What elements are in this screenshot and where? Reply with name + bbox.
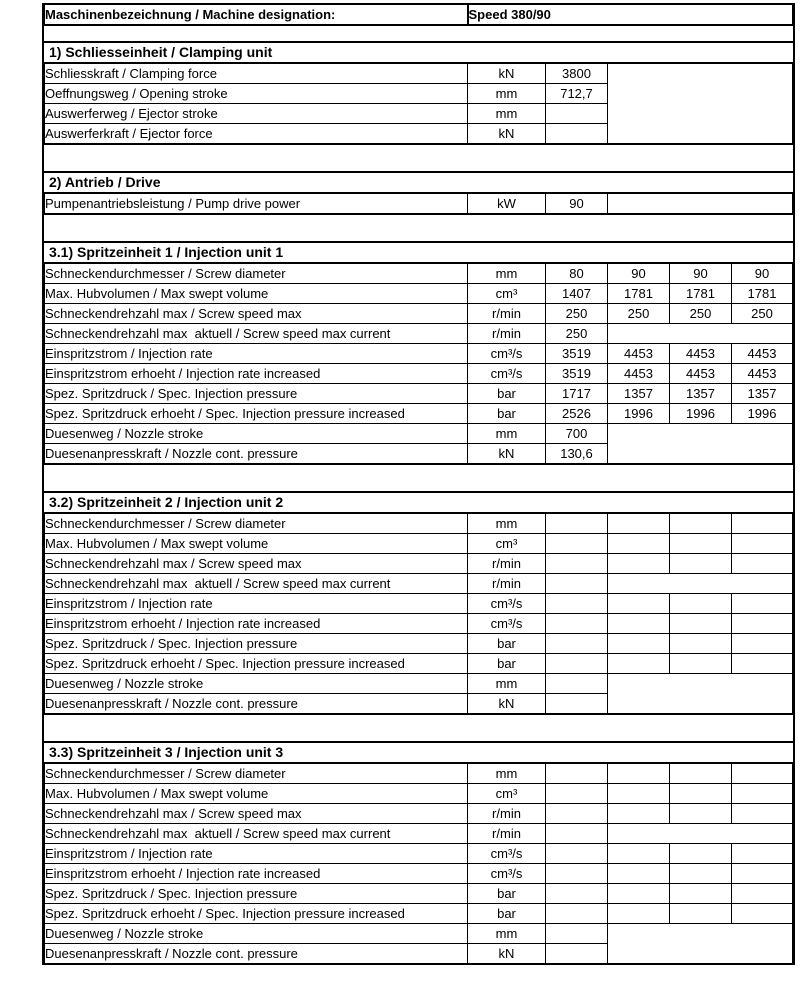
spec-label: Einspritzstrom erhoeht / Injection rate increased [45,614,468,634]
spec-value [670,844,732,864]
spec-value [732,614,793,634]
spec-unit: r/min [468,804,546,824]
spec-value [546,944,608,965]
spec-unit: mm [468,424,546,444]
spec-value: 250 [546,324,608,344]
spec-value: 250 [670,304,732,324]
spec-row [45,924,793,944]
spec-unit: cm³/s [468,344,546,364]
spec-value [670,784,732,804]
spec-value [732,904,793,924]
spec-unit: cm³/s [468,364,546,384]
spec-label: Einspritzstrom erhoeht / Injection rate increased [45,864,468,884]
spec-row [45,574,793,594]
section-spacer [44,715,793,741]
spec-value [546,924,608,944]
spec-unit: kN [468,944,546,965]
spec-row [45,64,793,84]
spec-value: 90 [608,264,670,284]
spec-value [608,514,670,534]
spec-value [732,594,793,614]
spec-label: Einspritzstrom / Injection rate [45,844,468,864]
spec-label: Schneckendrehzahl max aktuell / Screw speed max current [45,574,468,594]
section-spacer [44,215,793,241]
spec-value [546,554,608,574]
spec-value [732,654,793,674]
spec-row [45,514,793,534]
spec-unit: cm³/s [468,614,546,634]
spec-value [732,634,793,654]
spec-unit: mm [468,924,546,944]
spec-row [45,844,793,864]
spec-value: 700 [546,424,608,444]
spec-unit: bar [468,904,546,924]
spec-table [44,194,793,215]
spec-value [732,804,793,824]
spec-value [732,864,793,884]
spec-row [45,344,793,364]
spec-unit: cm³ [468,784,546,804]
spec-value: 1781 [670,284,732,304]
spec-row [45,654,793,674]
spec-value: 4453 [732,364,793,384]
spec-value [732,514,793,534]
spec-unit: cm³/s [468,594,546,614]
spec-value: 1407 [546,284,608,304]
spec-row [45,614,793,634]
spec-value: 1717 [546,384,608,404]
spec-value: 1781 [608,284,670,304]
spec-value: 1781 [732,284,793,304]
spec-value: 250 [608,304,670,324]
spec-value [546,514,608,534]
spec-row [45,384,793,404]
spec-value [608,634,670,654]
spec-label: Schneckendrehzahl max / Screw speed max [45,554,468,574]
spec-value [546,594,608,614]
spec-label: Schneckendurchmesser / Screw diameter [45,514,468,534]
spec-value: 4453 [670,364,732,384]
spec-row [45,284,793,304]
spec-sheet [42,3,795,965]
spec-row [45,784,793,804]
spec-value [670,594,732,614]
spec-unit: bar [468,384,546,404]
spec-unit: kN [468,124,546,145]
spec-unit: cm³ [468,284,546,304]
spec-label: Duesenanpresskraft / Nozzle cont. pressure [45,944,468,965]
spec-value: 4453 [732,344,793,364]
spec-value [608,844,670,864]
machine-designation-row [44,5,793,26]
spec-label: Auswerferweg / Ejector stroke [45,104,468,124]
spec-value [670,904,732,924]
spec-value: 712,7 [546,84,608,104]
spec-value: 2526 [546,404,608,424]
spec-unit: bar [468,654,546,674]
spec-value [670,654,732,674]
spec-value [670,534,732,554]
spec-unit: mm [468,764,546,784]
spec-value [670,884,732,904]
spec-value: 4453 [608,364,670,384]
spec-table [44,514,793,715]
spec-value: 1357 [670,384,732,404]
spec-value: 1996 [732,404,793,424]
blank-cell [608,64,793,144]
spec-label: Schneckendrehzahl max aktuell / Screw speed max current [45,824,468,844]
spec-table [44,764,793,965]
spec-value [732,784,793,804]
spec-value [546,864,608,884]
spec-value [608,594,670,614]
spec-value: 4453 [608,344,670,364]
spec-value: 1357 [608,384,670,404]
section-title: 3.2) Spritzeinheit 2 / Injection unit 2 [44,491,793,514]
spec-table [44,64,793,145]
spec-label: Auswerferkraft / Ejector force [45,124,468,145]
section-spacer [44,465,793,491]
spec-unit: bar [468,404,546,424]
section-spacer [44,26,793,41]
spec-value: 250 [546,304,608,324]
spec-unit: mm [468,264,546,284]
spec-row [45,554,793,574]
spec-label: Pumpenantriebsleistung / Pump drive power [45,194,468,214]
section-title: 3.3) Spritzeinheit 3 / Injection unit 3 [44,741,793,764]
spec-value [546,104,608,124]
spec-value: 90 [670,264,732,284]
spec-row [45,264,793,284]
spec-row [45,674,793,694]
spec-value: 1996 [670,404,732,424]
spec-row [45,364,793,384]
spec-label: Max. Hubvolumen / Max swept volume [45,284,468,304]
spec-unit: mm [468,674,546,694]
table-row [45,5,793,25]
blank-cell [608,674,793,715]
spec-value: 250 [732,304,793,324]
spec-value [546,804,608,824]
machine-designation-value: Speed 380/90 [468,5,793,25]
spec-value [670,554,732,574]
spec-row [45,404,793,424]
spec-label: Schneckendrehzahl max / Screw speed max [45,804,468,824]
spec-value: 1357 [732,384,793,404]
spec-value: 3800 [546,64,608,84]
spec-label: Max. Hubvolumen / Max swept volume [45,534,468,554]
spec-label: Spez. Spritzdruck / Spec. Injection pressure [45,634,468,654]
section-spacer [44,145,793,171]
spec-value [546,654,608,674]
spec-label: Spez. Spritzdruck erhoeht / Spec. Injection pressure increased [45,404,468,424]
spec-label: Schneckendrehzahl max aktuell / Screw speed max current [45,324,468,344]
spec-row [45,884,793,904]
blank-cell [608,824,793,844]
spec-value [732,554,793,574]
spec-value [670,864,732,884]
spec-unit: r/min [468,574,546,594]
spec-label: Schneckendurchmesser / Screw diameter [45,764,468,784]
spec-value [546,884,608,904]
spec-value [546,534,608,554]
spec-value: 3519 [546,364,608,384]
spec-value [670,514,732,534]
spec-unit: kN [468,444,546,465]
spec-row [45,804,793,824]
section-title: 2) Antrieb / Drive [44,171,793,194]
spec-row [45,534,793,554]
spec-unit: cm³/s [468,864,546,884]
spec-row [45,634,793,654]
spec-value [608,764,670,784]
spec-value [546,764,608,784]
spec-value [546,784,608,804]
blank-cell [608,924,793,965]
spec-value [546,574,608,594]
spec-unit: bar [468,884,546,904]
spec-value [608,904,670,924]
spec-value: 90 [546,194,608,214]
spec-unit: r/min [468,824,546,844]
spec-label: Einspritzstrom / Injection rate [45,594,468,614]
spec-value [546,614,608,634]
spec-value [732,884,793,904]
spec-label: Spez. Spritzdruck / Spec. Injection pressure [45,884,468,904]
spec-value [546,904,608,924]
spec-value [608,554,670,574]
spec-value [608,864,670,884]
blank-cell [608,574,793,594]
spec-value [608,884,670,904]
spec-label: Duesenweg / Nozzle stroke [45,924,468,944]
spec-label: Einspritzstrom erhoeht / Injection rate increased [45,364,468,384]
spec-table [44,264,793,465]
spec-label: Duesenanpresskraft / Nozzle cont. pressure [45,444,468,465]
spec-value [546,844,608,864]
spec-value: 130,6 [546,444,608,465]
spec-unit: mm [468,514,546,534]
spec-label: Oeffnungsweg / Opening stroke [45,84,468,104]
spec-unit: r/min [468,324,546,344]
spec-unit: mm [468,104,546,124]
spec-unit: r/min [468,304,546,324]
blank-cell [608,424,793,465]
spec-value: 90 [732,264,793,284]
spec-value [670,614,732,634]
spec-value [732,844,793,864]
spec-unit: kN [468,64,546,84]
spec-row [45,594,793,614]
spec-label: Schneckendurchmesser / Screw diameter [45,264,468,284]
spec-row [45,424,793,444]
spec-unit: kW [468,194,546,214]
spec-row [45,194,793,214]
spec-value [670,804,732,824]
spec-value [546,694,608,715]
spec-label: Duesenweg / Nozzle stroke [45,674,468,694]
spec-value [546,124,608,145]
spec-value [608,614,670,634]
spec-value: 4453 [670,344,732,364]
spec-value [608,784,670,804]
blank-cell [608,324,793,344]
spec-label: Spez. Spritzdruck / Spec. Injection pressure [45,384,468,404]
spec-row [45,324,793,344]
spec-row [45,864,793,884]
spec-label: Einspritzstrom / Injection rate [45,344,468,364]
spec-unit: cm³ [468,534,546,554]
spec-value [732,534,793,554]
spec-value [546,674,608,694]
spec-unit: mm [468,84,546,104]
spec-row [45,824,793,844]
spec-value [670,634,732,654]
spec-label: Max. Hubvolumen / Max swept volume [45,784,468,804]
spec-value: 1996 [608,404,670,424]
spec-row [45,764,793,784]
spec-value: 3519 [546,344,608,364]
spec-label: Spez. Spritzdruck erhoeht / Spec. Injection pressure increased [45,904,468,924]
spec-value [608,654,670,674]
spec-value [608,804,670,824]
spec-unit: cm³/s [468,844,546,864]
spec-unit: bar [468,634,546,654]
spec-label: Schneckendrehzahl max / Screw speed max [45,304,468,324]
spec-value [608,534,670,554]
spec-value: 80 [546,264,608,284]
spec-value [546,634,608,654]
spec-unit: r/min [468,554,546,574]
spec-label: Schliesskraft / Clamping force [45,64,468,84]
spec-label: Duesenanpresskraft / Nozzle cont. pressure [45,694,468,715]
spec-value [546,824,608,844]
spec-label: Duesenweg / Nozzle stroke [45,424,468,444]
spec-row [45,304,793,324]
spec-unit: kN [468,694,546,715]
sections-container [44,41,793,965]
section-title: 3.1) Spritzeinheit 1 / Injection unit 1 [44,241,793,264]
spec-value [732,764,793,784]
spec-row [45,904,793,924]
machine-designation-label: Maschinenbezeichnung / Machine designation: [45,5,468,25]
section-title: 1) Schliesseinheit / Clamping unit [44,41,793,64]
spec-value [670,764,732,784]
spec-label: Spez. Spritzdruck erhoeht / Spec. Injection pressure increased [45,654,468,674]
blank-cell [608,194,793,214]
